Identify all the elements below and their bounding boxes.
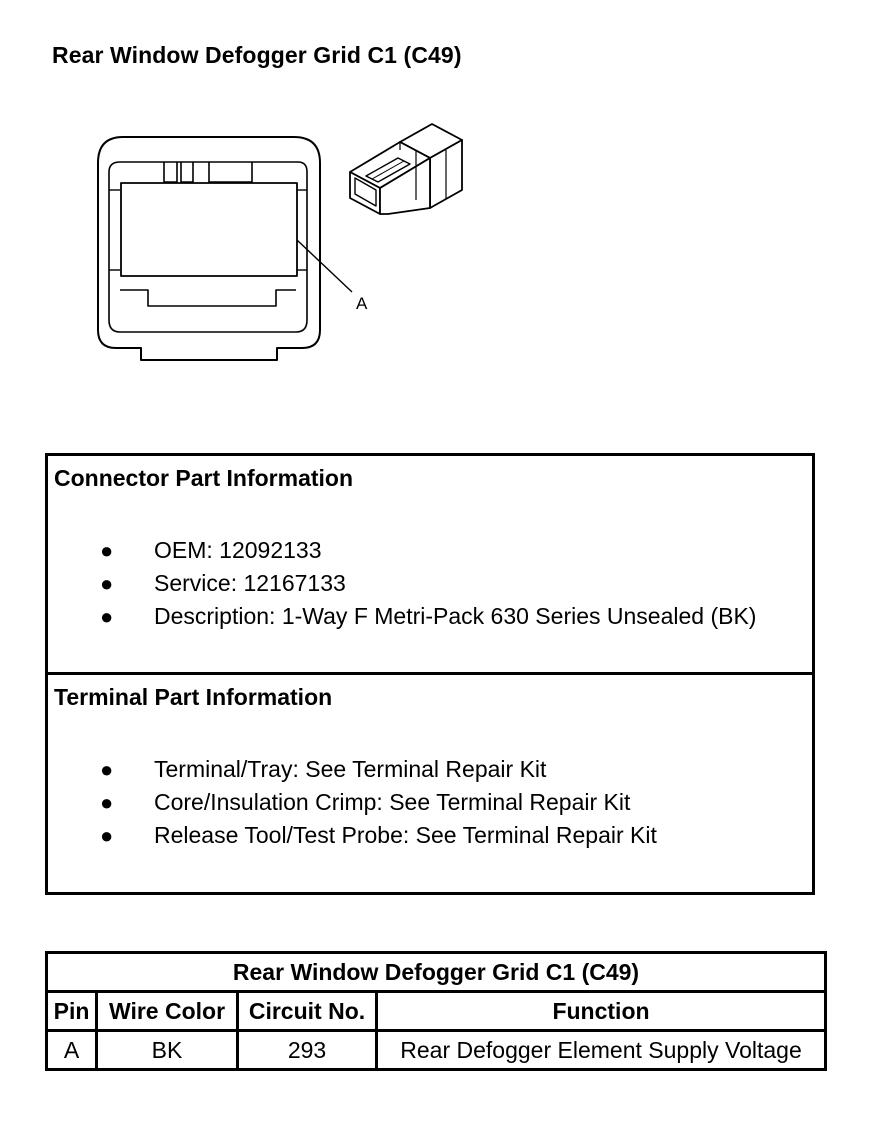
connector-isometric-view <box>350 124 462 214</box>
part-information-box <box>45 453 815 895</box>
list-item <box>100 534 756 567</box>
list-item-text: Release Tool/Test Probe: See Terminal Repair Kit <box>154 822 657 848</box>
bullet-icon: ● <box>100 571 114 596</box>
list-item <box>100 786 657 819</box>
list-item <box>100 567 756 600</box>
table-title: Rear Window Defogger Grid C1 (C49) <box>47 953 826 992</box>
connector-info-heading: Connector Part Information <box>54 465 354 491</box>
pinout-table <box>45 951 827 1071</box>
column-header-circuit-no: Circuit No. <box>238 992 377 1031</box>
list-item-text: Service: 12167133 <box>154 570 346 596</box>
list-item-text: OEM: 12092133 <box>154 537 322 563</box>
list-item <box>100 600 756 633</box>
bullet-icon: ● <box>100 757 114 782</box>
terminal-part-info-section <box>48 672 812 892</box>
connector-info-list <box>100 534 756 633</box>
connector-diagram <box>0 0 880 420</box>
cell-wire-color: BK <box>97 1031 238 1070</box>
connector-face-view <box>98 137 352 360</box>
table-title-row <box>47 953 826 992</box>
table-row <box>47 1031 826 1070</box>
table-header-row <box>47 992 826 1031</box>
list-item-text: Terminal/Tray: See Terminal Repair Kit <box>154 756 547 782</box>
page-title: Rear Window Defogger Grid C1 (C49) <box>52 42 462 68</box>
list-item-text: Core/Insulation Crimp: See Terminal Repair Kit <box>154 789 631 815</box>
bullet-icon: ● <box>100 604 114 629</box>
column-header-function: Function <box>377 992 826 1031</box>
callout-label-a: A <box>356 294 368 313</box>
terminal-info-list <box>100 753 657 852</box>
cell-pin: A <box>47 1031 97 1070</box>
bullet-icon: ● <box>100 790 114 815</box>
list-item-text: Description: 1-Way F Metri-Pack 630 Series Unsealed (BK) <box>154 603 757 629</box>
column-header-wire-color: Wire Color <box>97 992 238 1031</box>
cell-circuit-no: 293 <box>238 1031 377 1070</box>
column-header-pin: Pin <box>47 992 97 1031</box>
list-item <box>100 819 657 852</box>
terminal-info-heading: Terminal Part Information <box>54 684 333 710</box>
list-item <box>100 753 657 786</box>
bullet-icon: ● <box>100 538 114 563</box>
connector-part-info-section <box>48 456 812 672</box>
cell-function: Rear Defogger Element Supply Voltage <box>377 1031 826 1070</box>
bullet-icon: ● <box>100 823 114 848</box>
